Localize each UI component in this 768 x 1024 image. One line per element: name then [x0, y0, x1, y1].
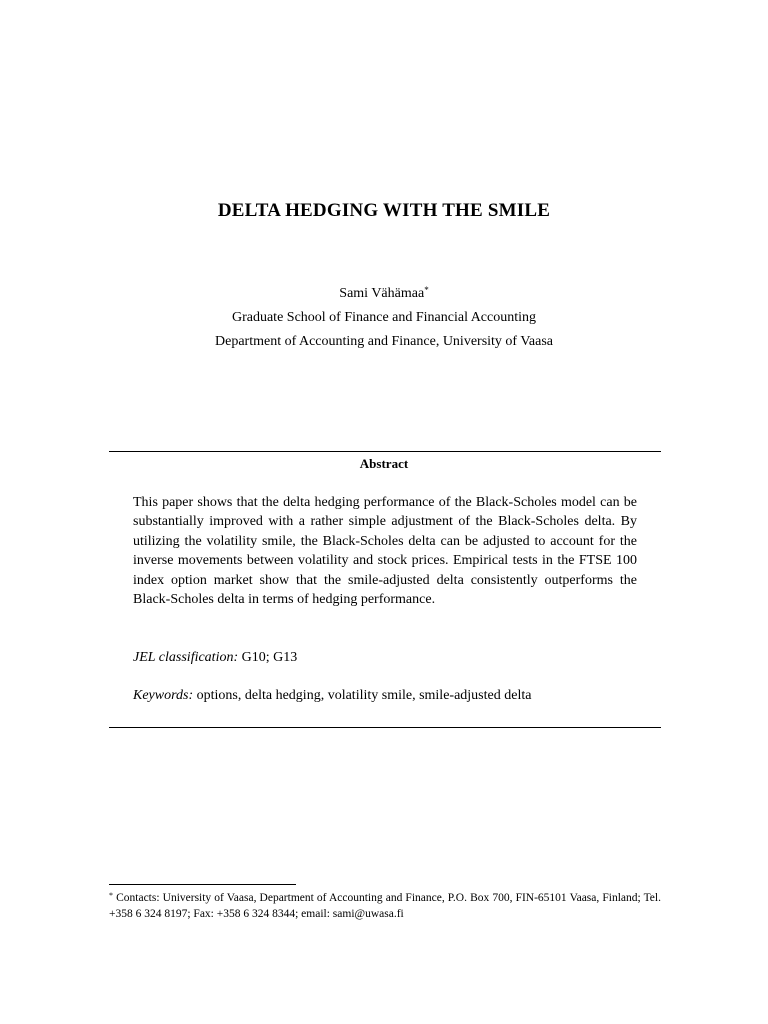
- jel-label: JEL classification:: [133, 650, 239, 665]
- affiliation-department: Department of Accounting and Finance, University of Vaasa: [215, 334, 553, 349]
- affiliation-school: Graduate School of Finance and Financial Accounting: [231, 310, 537, 325]
- footnote-marker: *: [109, 891, 113, 900]
- author-name: Sami Vähämaa: [339, 286, 425, 301]
- paper-title: DELTA HEDGING WITH THE SMILE: [217, 200, 551, 221]
- footnote-rule: [109, 884, 296, 885]
- author-line: [0, 282, 768, 306]
- jel-value: G10; G13: [238, 650, 298, 665]
- keywords-label: Keywords:: [133, 688, 194, 703]
- keywords: [133, 688, 637, 704]
- abstract-top-rule: [109, 451, 661, 452]
- footnote-text: Contacts: University of Vaasa, Department of Accounting and Finance, P.O. Box 700, FIN-65101 Vaasa, Finland; Tel. +358 6 324 8197; Fax: +358 6 324 8344; email: sami@uwasa.fi: [109, 892, 661, 920]
- abstract-heading: Abstract: [359, 456, 409, 471]
- abstract-text: This paper shows that the delta hedging performance of the Black-Scholes model can be substantially improved with a rather simple adjustment of the Black-Scholes delta. By utilizing the volatility smile, the Black-Scholes delta can be adjusted to account for the inverse movements between volatility and stock prices. Empirical tests in the FTSE 100 index option market show that the smile-adjusted delta consistently outperforms the Black-Scholes delta in terms of hedging performance.: [133, 495, 637, 608]
- jel-classification: [133, 650, 637, 666]
- abstract-bottom-rule: [109, 727, 661, 728]
- author-footnote-marker: *: [424, 285, 429, 295]
- author-block: [0, 282, 768, 354]
- footnote: [109, 890, 661, 922]
- keywords-value: options, delta hedging, volatility smile, smile-adjusted delta: [193, 688, 532, 703]
